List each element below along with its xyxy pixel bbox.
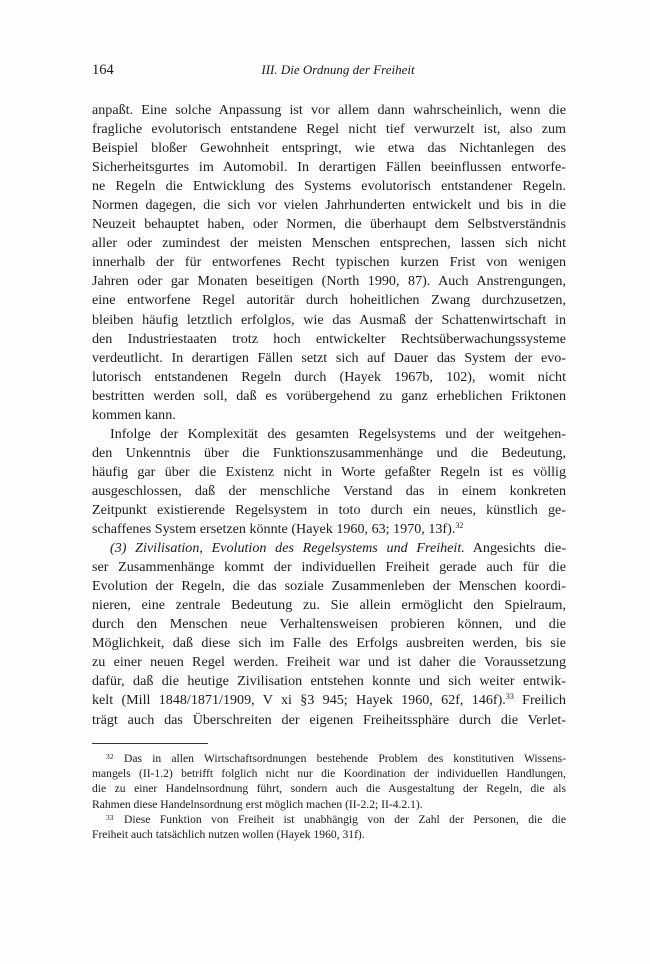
text-line: eine entworfene Regel autoritär durch hoheitlichen Zwang durchzusetzen, (92, 292, 566, 309)
text-line: bestritten werden soll, daß es vorübergehend zu ganz erheblichen Friktonen (92, 387, 566, 404)
text-line (92, 520, 566, 539)
section-heading: (3) Zivilisation, Evolution des Regelsystems und Freiheit. (110, 540, 465, 557)
text-line: anpaßt. Eine solche Anpassung ist vor allem dann wahrscheinlich, wenn die (92, 102, 566, 118)
page-number: 164 (92, 62, 114, 78)
text-line: dafür, daß die heutige Zivilisation entstehen konnte und sich weiter entwik- (92, 673, 566, 690)
text-line: den Unkenntnis über die Funktionszusammenhänge und die Bedeutung, (92, 444, 566, 461)
footnote-32 (92, 751, 566, 812)
text-line: zu einer neuen Regel werden. Freiheit war und ist daher die Voraussetzung (92, 654, 566, 671)
footnote-reference[interactable]: 32 (455, 521, 464, 531)
footnote-divider (92, 743, 208, 744)
text-line: fragliche evolutorisch entstandene Regel nicht tief verwurzelt ist, also zum (92, 121, 566, 138)
text-line: ser Zusammenhänge kommt der individuellen Freiheit gerade auch für die (92, 559, 566, 576)
text-line: ausgeschlossen, daß der menschliche Verstand das in einem konkreten (92, 482, 566, 499)
text-line: kommen kann. (92, 406, 176, 423)
text-line: ne Regeln die Entwicklung des Systems evolutorisch entstandener Regeln. (92, 178, 566, 195)
text-line: trägt auch das Überschreiten der eigenen Freiheitssphäre durch die Verlet- (92, 711, 566, 728)
text-line: lutorisch entstandenen Regeln durch (Hayek 1967b, 102), womit nicht (92, 368, 566, 385)
paragraph-2 (92, 425, 566, 539)
text-line: Neuzeit behauptet haben, oder Normen, die überhaupt dem Selbstverständnis (92, 216, 566, 233)
footnote-line: Freiheit auch tatsächlich nutzen wollen (Hayek 1960, 31f). (92, 827, 365, 841)
footnote-line: 33 Diese Funktion von Freiheit ist unabhängig von der Zahl der Personen, die die (106, 812, 566, 826)
footnote-line: 32 Das in allen Wirtschaftsordnungen bestehende Problem des konstitutiven Wissens- (106, 752, 566, 765)
footnotes (92, 751, 566, 842)
text-line: durch den Menschen neue Verhaltensweisen probieren können, und die (92, 616, 566, 633)
section-heading-line (92, 539, 566, 558)
text-line: den Industriestaaten trotz hoch entwickelter Rechtsüberwachungssysteme (92, 330, 566, 347)
text-line: Infolge der Komplexität des gesamten Regelsystems und der weitgehen- (110, 425, 566, 442)
footnote-text: Das in allen Wirtschaftsordnungen bestehende Problem des konstitutiven Wissens- (124, 752, 566, 765)
text-line: Jahren oder gar Monaten beseitigen (North 1990, 87). Auch Anstrengungen, (92, 273, 566, 290)
paragraph-1 (92, 101, 566, 425)
text-line: aller oder zumindest der meisten Menschen entsprechen, lassen sich nicht (92, 235, 566, 252)
text-line: häufig gar über die Existenz nicht in Worte gefaßter Regeln ist es völlig (92, 463, 566, 480)
text-line: innerhalb der für entworfenes Recht typischen kurzen Frist von wenigen (92, 254, 566, 271)
text-line-content: Angesichts die- (464, 540, 567, 557)
text-line-content: Freilich (513, 692, 566, 709)
page-header (92, 62, 566, 82)
text-line: Sicherheitsgurtes im Automobil. In derartigen Fällen beeinflussen entworfe- (92, 159, 566, 176)
footnote-33 (92, 812, 566, 842)
text-line-content: kelt (Mill 1848/1871/1909, V xi §3 945; Hayek 1960, 62f, 146f). (92, 692, 506, 709)
text-line: Möglichkeit, daß diese sich im Falle des Erfolgs ausbreiten werden, bis sie (92, 635, 566, 652)
text-line: Beispiel bloßer Gewohnheit entspringt, wie etwa das Nichtanlegen des (92, 140, 566, 157)
text-line: bleiben häufig letztlich erfolglos, wie das Ausmaß der Schattenwirtschaft in (92, 311, 566, 328)
running-title: III. Die Ordnung der Freiheit (261, 62, 415, 77)
footnote-line: Rahmen diese Handelnsordnung erst möglich machen (II-2.2; II-4.2.1). (92, 797, 423, 811)
footnote-line: mangels (II-1.2) betrifft folglich nicht nur die Koordination der individuellen Handlungen, (92, 767, 566, 781)
paragraph-3 (92, 539, 566, 729)
footnote-reference[interactable]: 33 (505, 692, 514, 702)
text-line: nieren, eine zentrale Bedeutung zu. Sie allein ermöglicht den Spielraum, (92, 597, 566, 614)
main-text (92, 101, 566, 730)
text-line (92, 691, 566, 710)
footnote-line: die zu einer Handelnsordnung führt, sondern auch die Ausgestaltung der Regeln, die als (92, 782, 566, 796)
text-line-content: schaffenes System ersetzen könnte (Hayek 1960, 63; 1970, 13f). (92, 521, 456, 538)
footnote-text: Diese Funktion von Freiheit ist unabhängig von der Zahl der Personen, die die (124, 812, 566, 826)
text-line: Normen dagegen, die sich vor vielen Jahrhunderten entwickelt und bis in die (92, 197, 566, 214)
text-line: Zeitpunkt existierende Regelsystem in toto durch ein neues, künstlich ge- (92, 501, 566, 518)
text-line: Evolution der Regeln, die das soziale Zusammenleben der Menschen koordi- (92, 578, 566, 595)
text-line: verdeutlicht. In derartigen Fällen setzt sich auf Dauer das System der evo- (92, 349, 566, 366)
